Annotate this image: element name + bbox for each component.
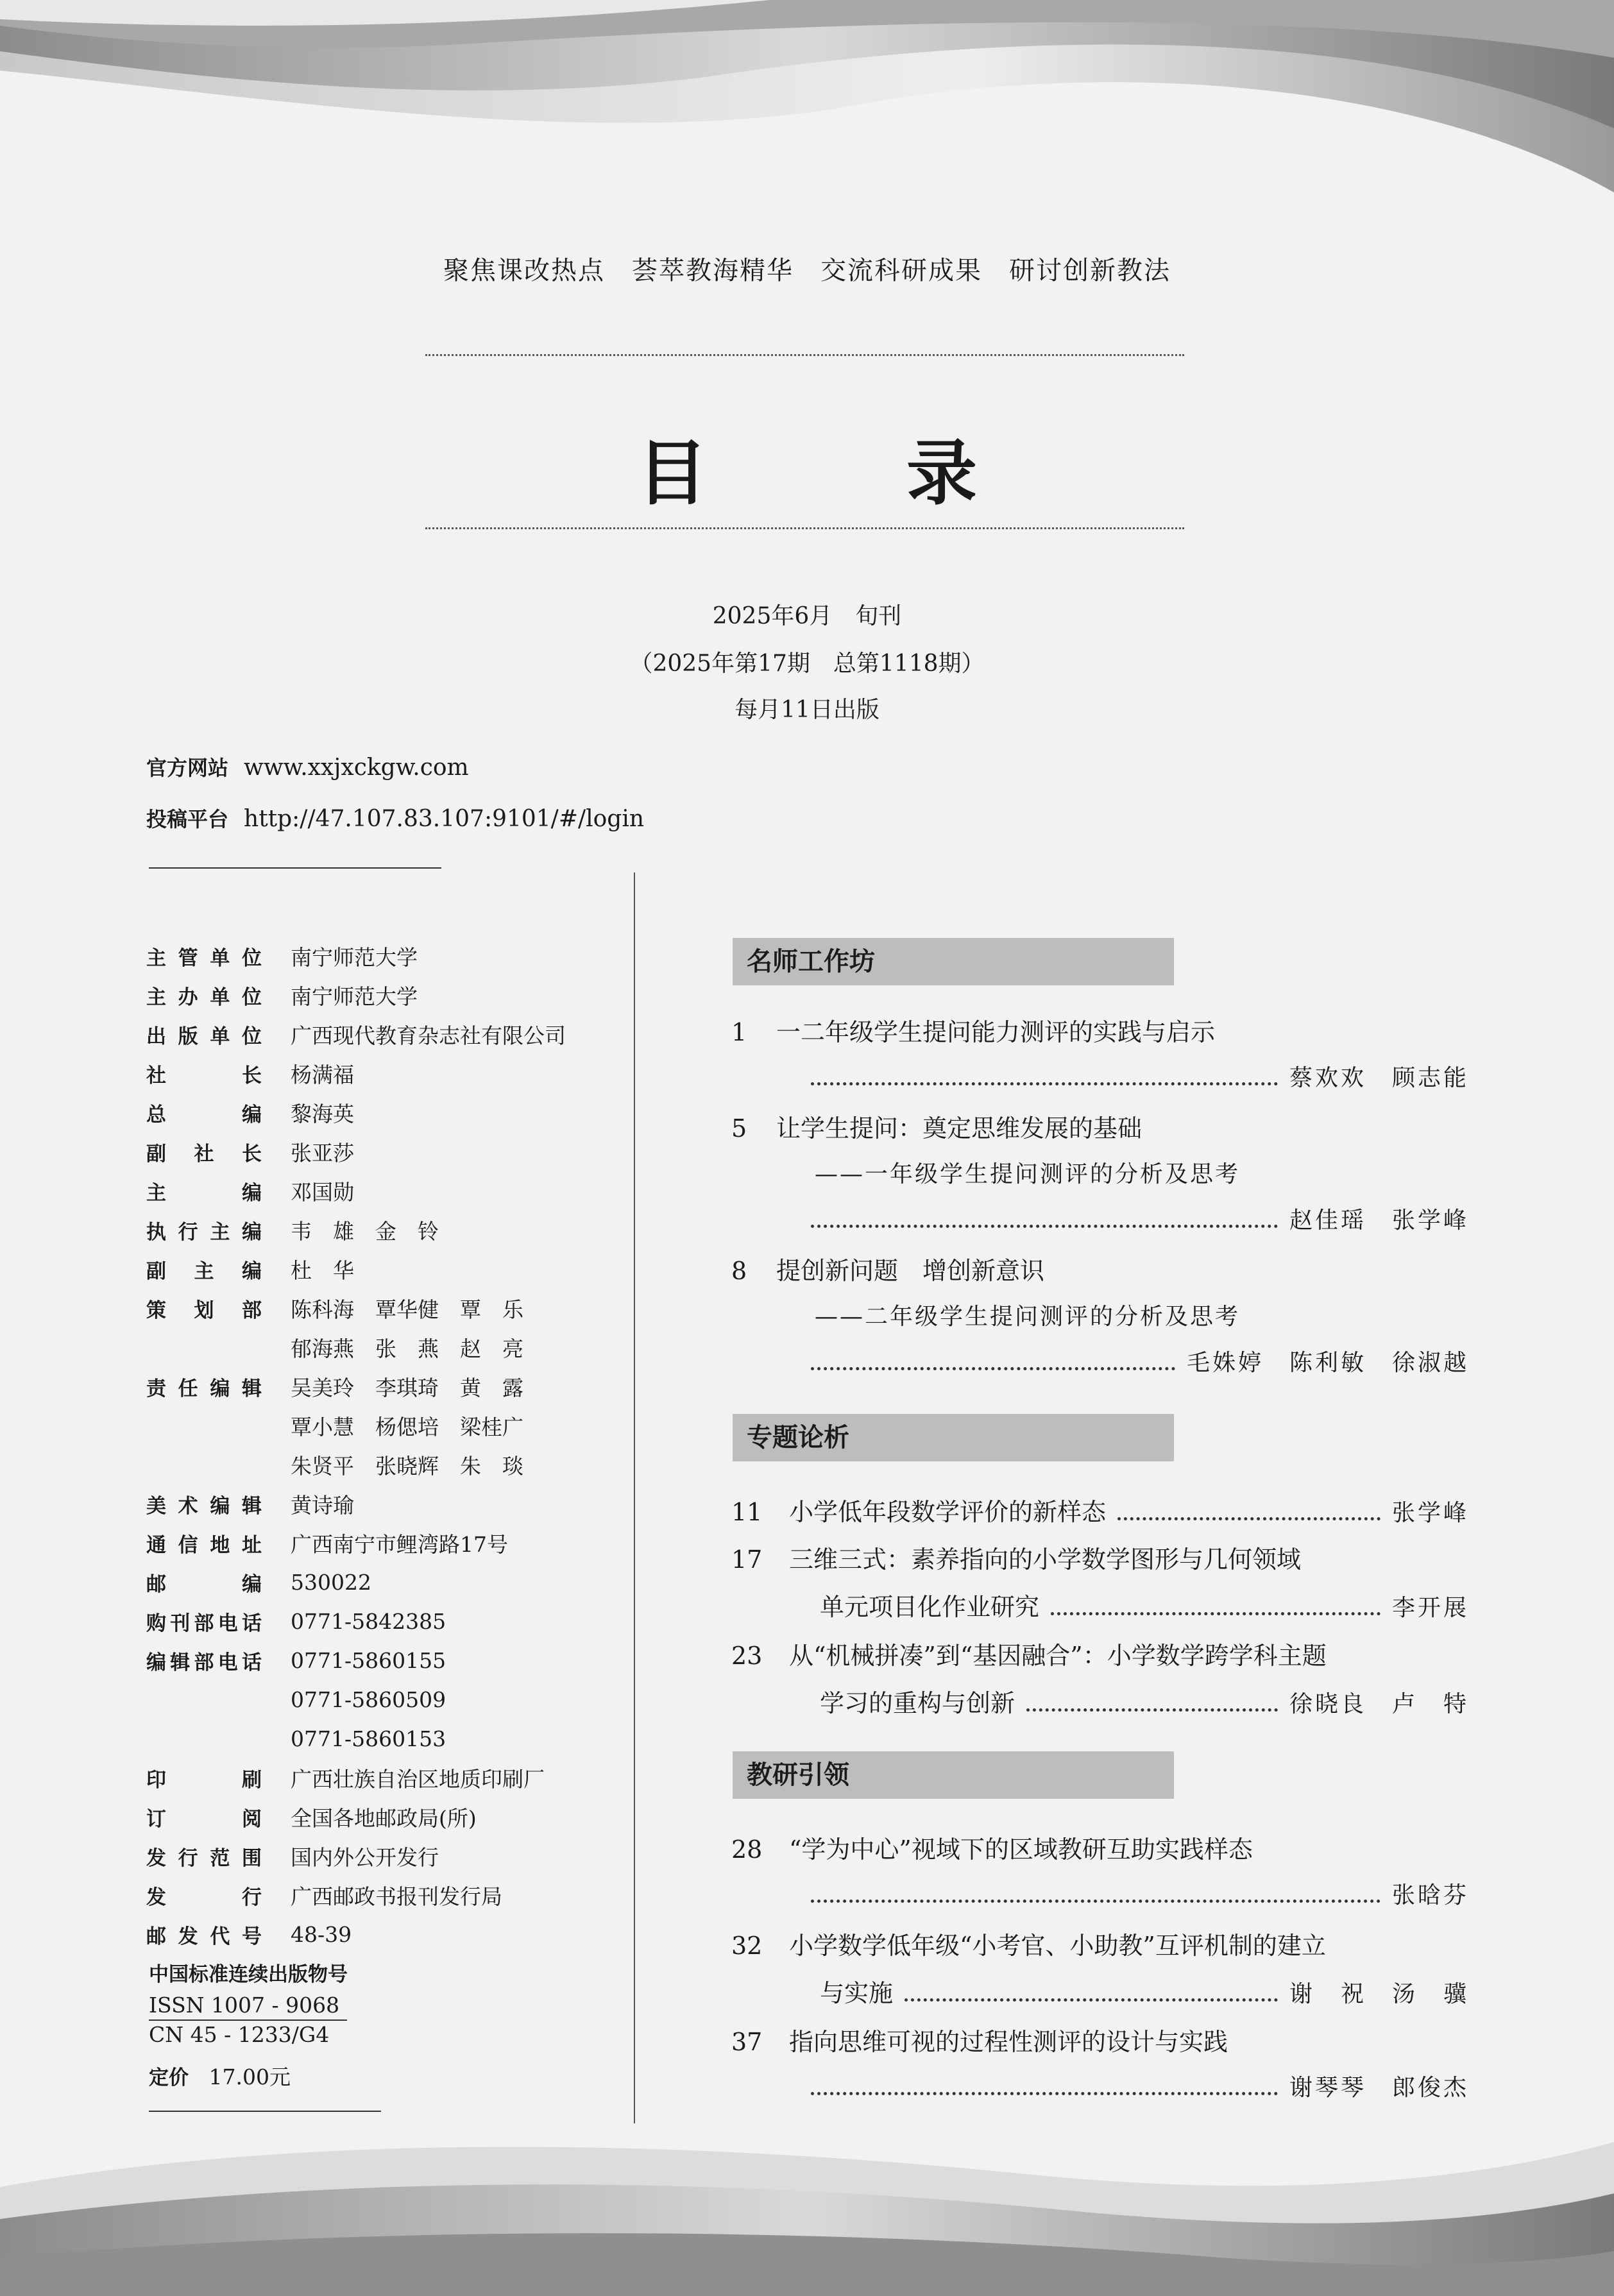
credit-value: 国内外公开发行 [291,1845,439,1870]
credit-key: 印刷 [146,1769,262,1792]
credit-value: 覃小慧 杨偲培 梁桂广 [291,1415,523,1440]
credit-value: 广西现代教育杂志社有限公司 [291,1023,566,1048]
toc-entry[interactable]: 28 “学为中心”视域下的区域教研互助实践样态 [731,1835,1253,1864]
credit-row [146,937,566,976]
credit-key: 美术编辑 [146,1495,262,1518]
credit-value: 南宁师范大学 [291,945,418,970]
credit-value: 0771-5860155 [291,1648,446,1673]
serial-number [149,1991,347,2049]
credit-value: 张亚莎 [291,1141,354,1166]
toc-entry[interactable]: 37 指向思维可视的过程性测评的设计与实践 [731,2028,1228,2056]
credit-row [146,1563,566,1602]
credit-value: 陈科海 覃华健 覃 乐 [291,1297,523,1322]
toc-entry[interactable]: 5 让学生提问：奠定思维发展的基础 [731,1114,1143,1143]
site-label: 官方网站 [146,756,229,780]
credit-key: 主编 [146,1182,262,1205]
toc-entry[interactable]: 1 一二年级学生提问能力测评的实践与启示 [731,1018,1216,1046]
credit-key: 执行主编 [146,1221,262,1244]
credit-value: 吴美玲 李琪琦 黄 露 [291,1375,523,1400]
serial-label: 中国标准连续出版物号 [149,1963,348,1986]
divider [149,867,441,869]
toc-entry[interactable]: 17 三维三式：素养指向的小学数学图形与几何领域 [731,1545,1302,1574]
credit-value: 530022 [291,1570,371,1595]
credit-row [146,1250,566,1289]
credit-row [146,1602,566,1641]
submission-platform [146,803,644,833]
section-heading: 教研引领 [733,1751,1174,1799]
credit-value: 韦 雄 金 铃 [291,1219,439,1244]
toc-continuation: 学习的重构与创新 徐晓良 卢 特 [820,1689,1469,1717]
credit-key: 责任编辑 [146,1377,262,1400]
toc-entry[interactable]: 32 小学数学低年级“小考官、小助教”互评机制的建立 [731,1932,1326,1960]
issue-date: 2025年6月 旬刊 [712,603,902,629]
credit-row [146,1015,566,1054]
credit-key: 发行范围 [146,1847,262,1870]
credit-row [146,976,566,1015]
credit-row [146,1328,566,1367]
credit-row [146,1524,566,1563]
divider [425,354,1184,356]
section-heading: 名师工作坊 [733,938,1174,985]
credit-key: 副社长 [146,1143,262,1166]
credit-key: 通信地址 [146,1534,262,1557]
toc-authors: 张晗芬 [811,1877,1469,1910]
credit-key: 订阅 [146,1808,262,1831]
credit-row [146,1915,566,1954]
credit-row [146,1758,566,1798]
divider [149,2111,381,2112]
submit-label: 投稿平台 [146,807,229,831]
toc-entry[interactable]: 23 从“机械拼凑”到“基因融合”：小学数学跨学科主题 [731,1642,1327,1670]
submit-url[interactable]: http://47.107.83.107:9101/#/login [244,806,645,832]
credit-row [146,1719,566,1758]
column-divider [634,872,635,2123]
credit-value: 杨满福 [291,1062,354,1087]
price [149,2061,291,2091]
credit-row [146,1171,566,1211]
credit-row [146,1406,566,1445]
issn: ISSN 1007 - 9068 [149,1991,347,2021]
credit-key: 出版单位 [146,1025,262,1048]
credit-row [146,1367,566,1406]
credit-row [146,1132,566,1171]
credit-value: 0771-5860509 [291,1687,446,1712]
credit-value: 广西壮族自治区地质印刷厂 [291,1767,545,1792]
toc-subtitle: ——二年级学生提问测评的分析及思考 [815,1304,1241,1330]
credit-row [146,1289,566,1328]
toc-subtitle: ——一年级学生提问测评的分析及思考 [815,1161,1241,1187]
credit-key: 策划部 [146,1299,262,1322]
credit-row [146,1484,566,1524]
credit-value: 48-39 [291,1922,352,1947]
credit-value: 黄诗瑜 [291,1493,354,1518]
credit-key: 邮发代号 [146,1925,262,1948]
official-site [146,752,469,781]
credit-value: 广西南宁市鲤湾路17号 [291,1532,508,1557]
credit-value: 全国各地邮政局(所) [291,1806,477,1831]
credit-row [146,1837,566,1876]
credit-key: 发行 [146,1886,262,1909]
credit-value: 朱贤平 张晓辉 朱 琰 [291,1454,523,1479]
credit-row [146,1445,566,1484]
credit-key: 总编 [146,1103,262,1127]
toc-authors: 谢琴琴 郎俊杰 [811,2070,1469,2102]
credit-value: 南宁师范大学 [291,984,418,1009]
credit-value: 0771-5860153 [291,1726,446,1751]
credit-row [146,1211,566,1250]
credit-key: 邮编 [146,1573,262,1596]
credit-value: 杜 华 [291,1258,354,1283]
credit-value: 广西邮政书报刊发行局 [291,1884,502,1909]
credit-key: 主管单位 [146,947,262,970]
site-url[interactable]: www.xxjxckgw.com [244,754,469,781]
credit-row [146,1093,566,1132]
bottom-wave-decoration [0,2104,1614,2296]
slogan: 聚焦课改热点 荟萃教海精华 交流科研成果 研讨创新教法 [443,256,1171,285]
section-heading: 专题论析 [733,1414,1174,1461]
toc-continuation: 与实施 谢 祝 汤 骥 [820,1979,1469,2007]
credit-key: 主办单位 [146,986,262,1009]
credit-row [146,1876,566,1915]
price-value: 17.00元 [208,2064,291,2089]
toc-authors: 赵佳瑶 张学峰 [811,1202,1469,1235]
cn-number: CN 45 - 1233/G4 [149,2022,330,2047]
credit-key: 副主编 [146,1260,262,1283]
divider [425,527,1184,529]
credit-row [146,1054,566,1093]
credit-key: 购刊部电话 [146,1612,262,1635]
credit-row [146,1641,566,1680]
publish-schedule: 每月11日出版 [735,697,879,723]
top-wave-decoration [0,0,1614,212]
credit-value: 黎海英 [291,1101,354,1127]
credit-value: 郁海燕 张 燕 赵 亮 [291,1336,523,1361]
toc-authors: 毛姝婷 陈利敏 徐淑越 [811,1345,1469,1377]
toc-continuation: 单元项目化作业研究 李开展 [820,1593,1469,1621]
credit-key: 编辑部电话 [146,1651,262,1674]
credit-value: 0771-5842385 [291,1609,446,1634]
credit-key: 社长 [146,1064,262,1087]
toc-authors: 蔡欢欢 顾志能 [811,1060,1469,1093]
credit-row [146,1798,566,1837]
credit-row [146,1680,566,1719]
toc-entry[interactable]: 8 提创新问题 增创新意识 [731,1257,1045,1285]
toc-entry[interactable]: 11 小学低年段数学评价的新样态 张学峰 [731,1498,1469,1526]
price-label: 定价 [149,2066,189,2089]
masthead-credits [146,937,566,1954]
page-title: 目 录 [637,432,1041,514]
issue-number: （2025年第17期 总第1118期） [629,651,985,677]
credit-value: 邓国勋 [291,1180,354,1205]
